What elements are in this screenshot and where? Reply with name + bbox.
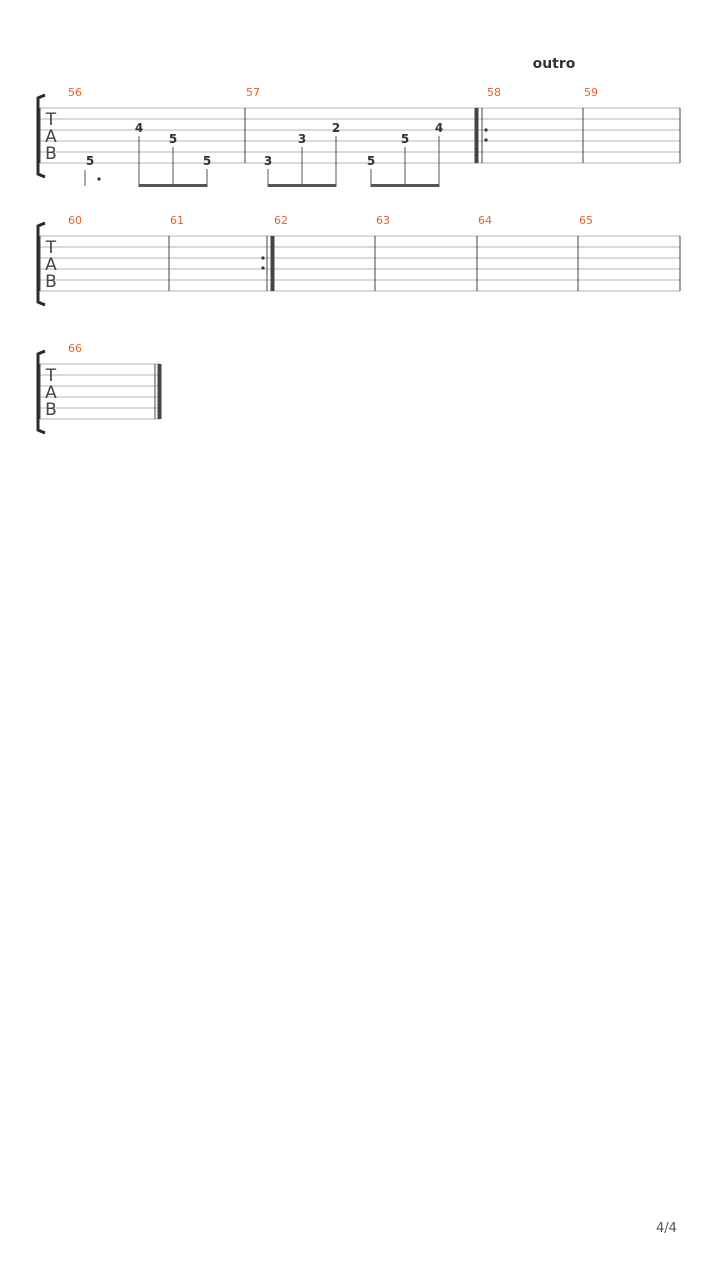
measure-number: 59: [584, 86, 598, 99]
fret-number: 5: [400, 132, 410, 146]
staff-lines: [40, 108, 680, 163]
system-bracket: [38, 223, 45, 305]
measure-number: 56: [68, 86, 82, 99]
tab-clef: [45, 366, 57, 420]
tab-clef-a: A: [45, 255, 57, 275]
fret-number: 5: [168, 132, 178, 146]
tab-clef-b: B: [45, 272, 57, 292]
repeat-dot: [484, 128, 487, 131]
repeat-end-dots: [261, 256, 264, 269]
rhythm: [85, 136, 440, 186]
section-label: outro: [532, 56, 576, 72]
repeat-start-dots: [484, 128, 487, 141]
measure-number: 58: [487, 86, 501, 99]
barlines: [40, 236, 680, 291]
tab-clef: [45, 238, 57, 292]
system-3: [38, 342, 160, 433]
measure-number: 60: [68, 214, 82, 227]
system-2: [38, 214, 680, 305]
page-number: 4/4: [656, 1221, 677, 1236]
tab-clef-t: T: [45, 110, 57, 130]
tab-clef-b: B: [45, 400, 57, 420]
tab-clef-t: T: [45, 366, 57, 386]
fret-number: 5: [366, 154, 376, 168]
repeat-dot: [484, 138, 487, 141]
measure-number: 66: [68, 342, 82, 355]
system-1: [38, 56, 680, 186]
barlines: [40, 108, 680, 163]
measure-number: 62: [274, 214, 288, 227]
fret-number: 5: [85, 154, 95, 168]
repeat-dot: [261, 256, 264, 259]
tab-clef-t: T: [45, 238, 57, 258]
staff-lines: [40, 236, 680, 291]
tab-clef: [45, 110, 57, 164]
tab-clef-a: A: [45, 127, 57, 147]
tab-clef-a: A: [45, 383, 57, 403]
measure-number: 61: [170, 214, 184, 227]
tab-clef-b: B: [45, 144, 57, 164]
measure-number: 63: [376, 214, 390, 227]
measure-number: 64: [478, 214, 492, 227]
repeat-dot: [261, 266, 264, 269]
measure-numbers: [68, 214, 593, 227]
staff-lines: [40, 364, 160, 419]
system-bracket: [38, 351, 45, 433]
fret-number: 3: [297, 132, 307, 146]
dot: [97, 177, 100, 180]
fret-number: 4: [434, 121, 444, 135]
measure-numbers: [68, 86, 598, 99]
fret-number: 4: [134, 121, 144, 135]
barlines: [40, 364, 160, 419]
measure-number: 65: [579, 214, 593, 227]
fret-number: 5: [202, 154, 212, 168]
measure-number: 57: [246, 86, 260, 99]
fret-number: 2: [331, 121, 341, 135]
system-bracket: [38, 95, 45, 177]
fret-number: 3: [263, 154, 273, 168]
